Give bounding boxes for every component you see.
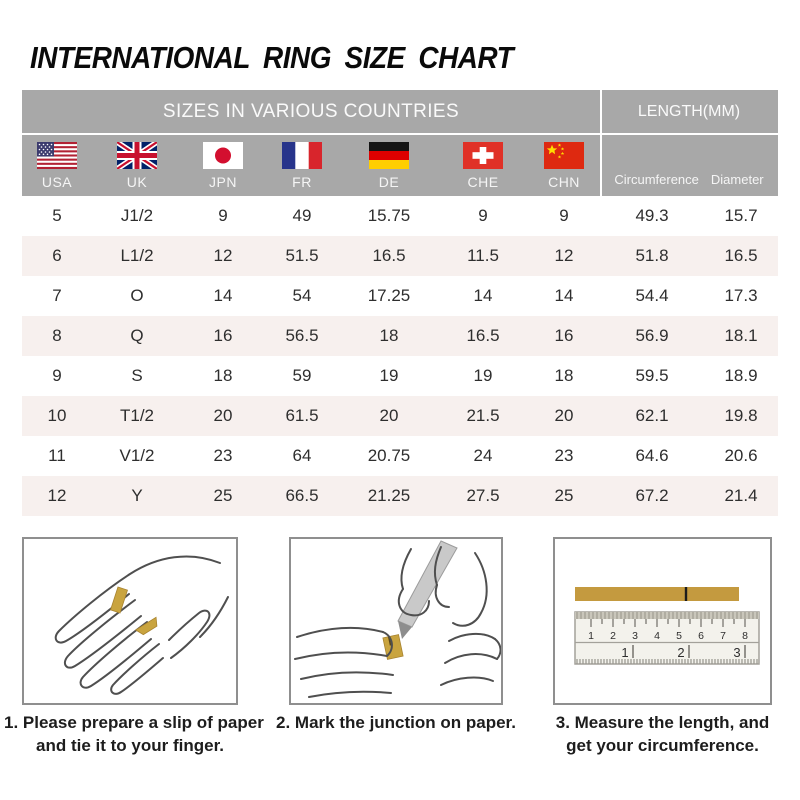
japan-flag-icon (203, 142, 243, 169)
table-cell: 14 (554, 286, 574, 305)
table-cell: 59 (292, 366, 312, 385)
table-cell: Q (130, 326, 144, 345)
table-cell: 54.4 (635, 286, 669, 305)
table-cell: 11.5 (467, 246, 499, 265)
switzerland-flag-icon (463, 142, 503, 169)
step-3-panel (553, 537, 772, 705)
table-cell: 11 (48, 446, 66, 465)
table-row (22, 356, 778, 396)
country-column-chn (528, 135, 600, 196)
step-2-panel (289, 537, 503, 705)
table-cell: 6 (52, 246, 62, 265)
table-cell: Y (131, 486, 143, 505)
table-cell: 16.5 (372, 246, 406, 265)
table-cell: 16 (213, 326, 233, 345)
table-cell: 24 (473, 446, 493, 465)
diameter-column-header: Diameter (710, 172, 764, 187)
step-1-caption (4, 711, 264, 757)
length-subheaders (600, 135, 778, 196)
caption-line: 2. Mark the junction on paper. (276, 713, 516, 732)
table-cell: 23 (554, 446, 574, 465)
table-cell: L1/2 (120, 246, 154, 265)
table-row (22, 476, 778, 516)
table-row (22, 436, 778, 476)
country-code-label: USA (41, 174, 73, 190)
table-cell: 15.75 (367, 206, 411, 225)
table-cell: 67.2 (635, 486, 669, 505)
step-1-panel (22, 537, 238, 705)
table-cell: 61.5 (285, 406, 319, 425)
table-cell: 51.5 (285, 246, 319, 265)
page-title: INTERNATIONAL RING SIZE CHART (30, 40, 514, 75)
table-cell: 8 (52, 326, 62, 345)
caption-line: 3. Measure the length, and (555, 713, 770, 732)
ruler-number: 7 (720, 630, 726, 642)
table-cell: 64.6 (635, 446, 669, 465)
table-cell: 20 (213, 406, 233, 425)
table-cell: 18 (213, 366, 233, 385)
table-cell: 59.5 (635, 366, 669, 385)
country-code-label: CHN (548, 174, 580, 190)
table-cell: 56.9 (635, 326, 669, 345)
table-cell: 20.75 (367, 446, 411, 465)
country-column-de (340, 135, 438, 196)
table-cell: 56.5 (285, 326, 319, 345)
step-2-caption (270, 711, 522, 734)
usa-flag-icon (37, 142, 77, 169)
table-cell: 20.6 (724, 446, 758, 465)
table-cell: 12 (554, 246, 574, 265)
table-cell: 21.5 (466, 406, 500, 425)
table-cell: J1/2 (120, 206, 154, 225)
length-group-header: LENGTH(MM) (637, 102, 741, 120)
circumference-column-header: Circumference (614, 172, 699, 187)
table-cell: 27.5 (466, 486, 500, 505)
table-cell: 54 (292, 286, 312, 305)
table-body (22, 196, 778, 516)
ruler-number: 5 (676, 630, 682, 642)
table-cell: T1/2 (119, 406, 155, 425)
table-cell: 14 (473, 286, 493, 305)
table-cell: 21.4 (724, 486, 758, 505)
table-cell: 20 (554, 406, 574, 425)
hand-with-paper-illustration (24, 539, 236, 703)
country-code-label: DE (378, 174, 400, 190)
table-cell: 19 (379, 366, 399, 385)
caption-line: 1. Please prepare a slip of paper (4, 713, 264, 732)
table-cell: 9 (478, 206, 488, 225)
table-cell: 25 (213, 486, 233, 505)
table-cell: 18.9 (724, 366, 758, 385)
ring-size-table (22, 90, 778, 516)
flag-row (22, 135, 778, 196)
country-code-label: FR (292, 174, 312, 190)
ruler-number: 1 (621, 645, 629, 660)
caption-line: get your circumference. (566, 736, 759, 755)
table-cell: 12 (213, 246, 233, 265)
table-cell: 16.5 (466, 326, 500, 345)
table-cell: 62.1 (635, 406, 669, 425)
country-code-label: CHE (467, 174, 499, 190)
country-code-label: UK (126, 174, 148, 190)
table-cell: 19.8 (724, 406, 758, 425)
ruler-number: 3 (733, 645, 741, 660)
ruler-body (575, 612, 759, 664)
ruler-number: 6 (698, 630, 704, 642)
ruler-number: 4 (654, 630, 660, 642)
ruler-number: 2 (677, 645, 685, 660)
table-row (22, 196, 778, 236)
paper-strip (575, 587, 739, 601)
table-cell: 7 (52, 286, 62, 305)
table-row (22, 316, 778, 356)
country-column-usa (22, 135, 92, 196)
table-cell: 18.1 (724, 326, 758, 345)
table-cell: 18 (554, 366, 574, 385)
table-cell: 9 (218, 206, 228, 225)
table-cell: 19 (473, 366, 493, 385)
caption-line: and tie it to your finger. (36, 736, 224, 755)
table-cell: 49.3 (635, 206, 669, 225)
step-3-caption (540, 711, 785, 757)
table-cell: 66.5 (285, 486, 319, 505)
table-cell: 25 (554, 486, 574, 505)
table-row (22, 276, 778, 316)
country-code-label: JPN (209, 174, 237, 190)
ruler-number: 8 (742, 630, 748, 642)
table-row (22, 236, 778, 276)
country-column-jpn (182, 135, 264, 196)
table-cell: S (131, 366, 143, 385)
ruler-illustration (555, 539, 770, 703)
sizes-group-header: SIZES IN VARIOUS COUNTRIES (162, 100, 460, 122)
table-cell: V1/2 (119, 446, 155, 465)
table-cell: 51.8 (635, 246, 669, 265)
table-cell: 14 (213, 286, 233, 305)
table-cell: 9 (559, 206, 569, 225)
table-cell: 5 (52, 206, 62, 225)
uk-flag-icon (117, 142, 157, 169)
table-cell: 18 (379, 326, 399, 345)
table-cell: 17.25 (367, 286, 411, 305)
table-cell: O (130, 286, 144, 305)
table-header (22, 90, 778, 196)
country-column-uk (92, 135, 182, 196)
marking-junction-illustration (291, 539, 501, 703)
table-cell: 23 (213, 446, 233, 465)
table-cell: 10 (47, 406, 67, 425)
table-cell: 49 (292, 206, 312, 225)
france-flag-icon (282, 142, 322, 169)
table-cell: 17.3 (724, 286, 758, 305)
table-cell: 9 (52, 366, 62, 385)
table-cell: 12 (47, 486, 67, 505)
table-cell: 64 (292, 446, 312, 465)
china-flag-icon (544, 142, 584, 169)
ruler-number: 3 (632, 630, 638, 642)
table-cell: 21.25 (367, 486, 411, 505)
table-row (22, 396, 778, 436)
table-cell: 20 (379, 406, 399, 425)
table-cell: 16 (554, 326, 574, 345)
header-divider-vertical (600, 90, 602, 196)
table-cell: 16.5 (724, 246, 758, 265)
ruler-number: 2 (610, 630, 616, 642)
ruler-number: 1 (588, 630, 594, 642)
country-column-fr (264, 135, 340, 196)
table-cell: 15.7 (724, 206, 758, 225)
germany-flag-icon (369, 142, 409, 169)
country-column-che (438, 135, 528, 196)
